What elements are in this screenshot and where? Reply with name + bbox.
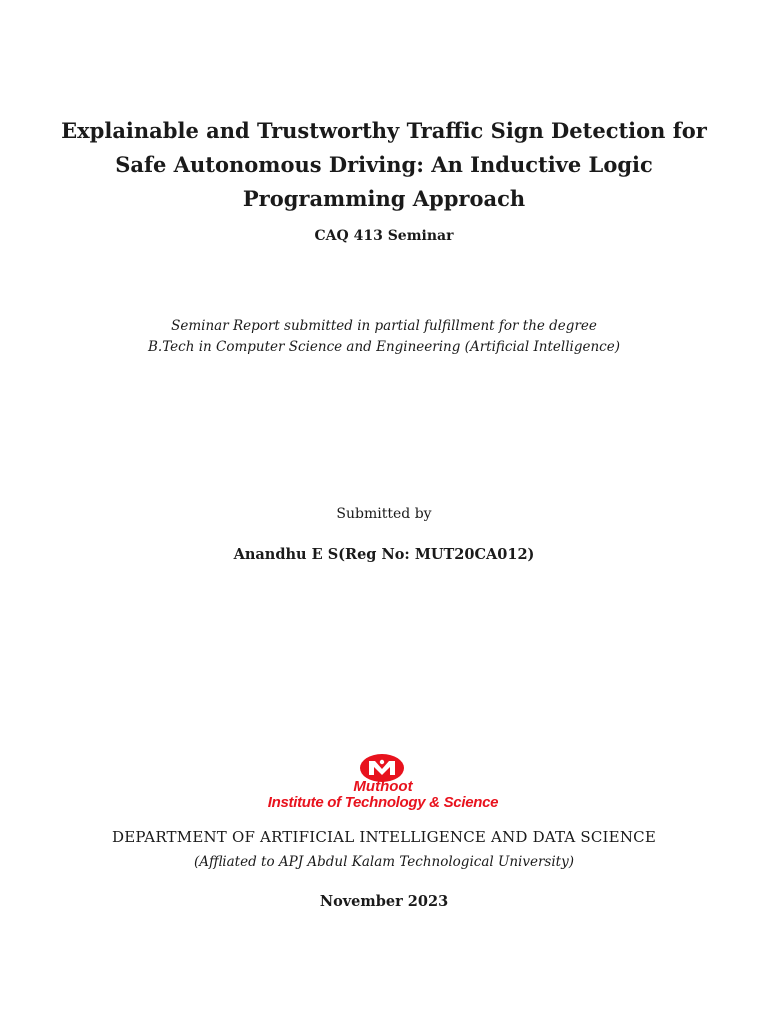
course-code: CAQ 413 Seminar bbox=[314, 228, 454, 244]
title-line: Explainable and Trustworthy Traffic Sign Detection for bbox=[61, 118, 707, 143]
author-name: Anandhu E S(Reg No: MUT20CA012) bbox=[233, 546, 535, 563]
institute-logo bbox=[248, 750, 518, 816]
university-affiliation: (Affliated to APJ Abdul Kalam Technological University) bbox=[193, 854, 575, 870]
submission-statement bbox=[0, 316, 768, 358]
submission-line-program: B.Tech in Computer Science and Engineering (Artificial Intelligence) bbox=[148, 339, 620, 355]
logo-name: Muthoot bbox=[353, 778, 413, 795]
title-line: Programming Approach bbox=[242, 186, 526, 211]
logo-subtitle: Institute of Technology & Science bbox=[267, 794, 499, 811]
report-title bbox=[60, 114, 708, 216]
submitted-by-label: Submitted by bbox=[336, 506, 432, 522]
submission-date: November 2023 bbox=[319, 893, 449, 910]
submission-line-degree: Seminar Report submitted in partial fulfillment for the degree bbox=[171, 318, 597, 334]
title-line: Safe Autonomous Driving: An Inductive Logic bbox=[115, 152, 653, 177]
department-name: DEPARTMENT OF ARTIFICIAL INTELLIGENCE AND DATA SCIENCE bbox=[112, 828, 656, 846]
